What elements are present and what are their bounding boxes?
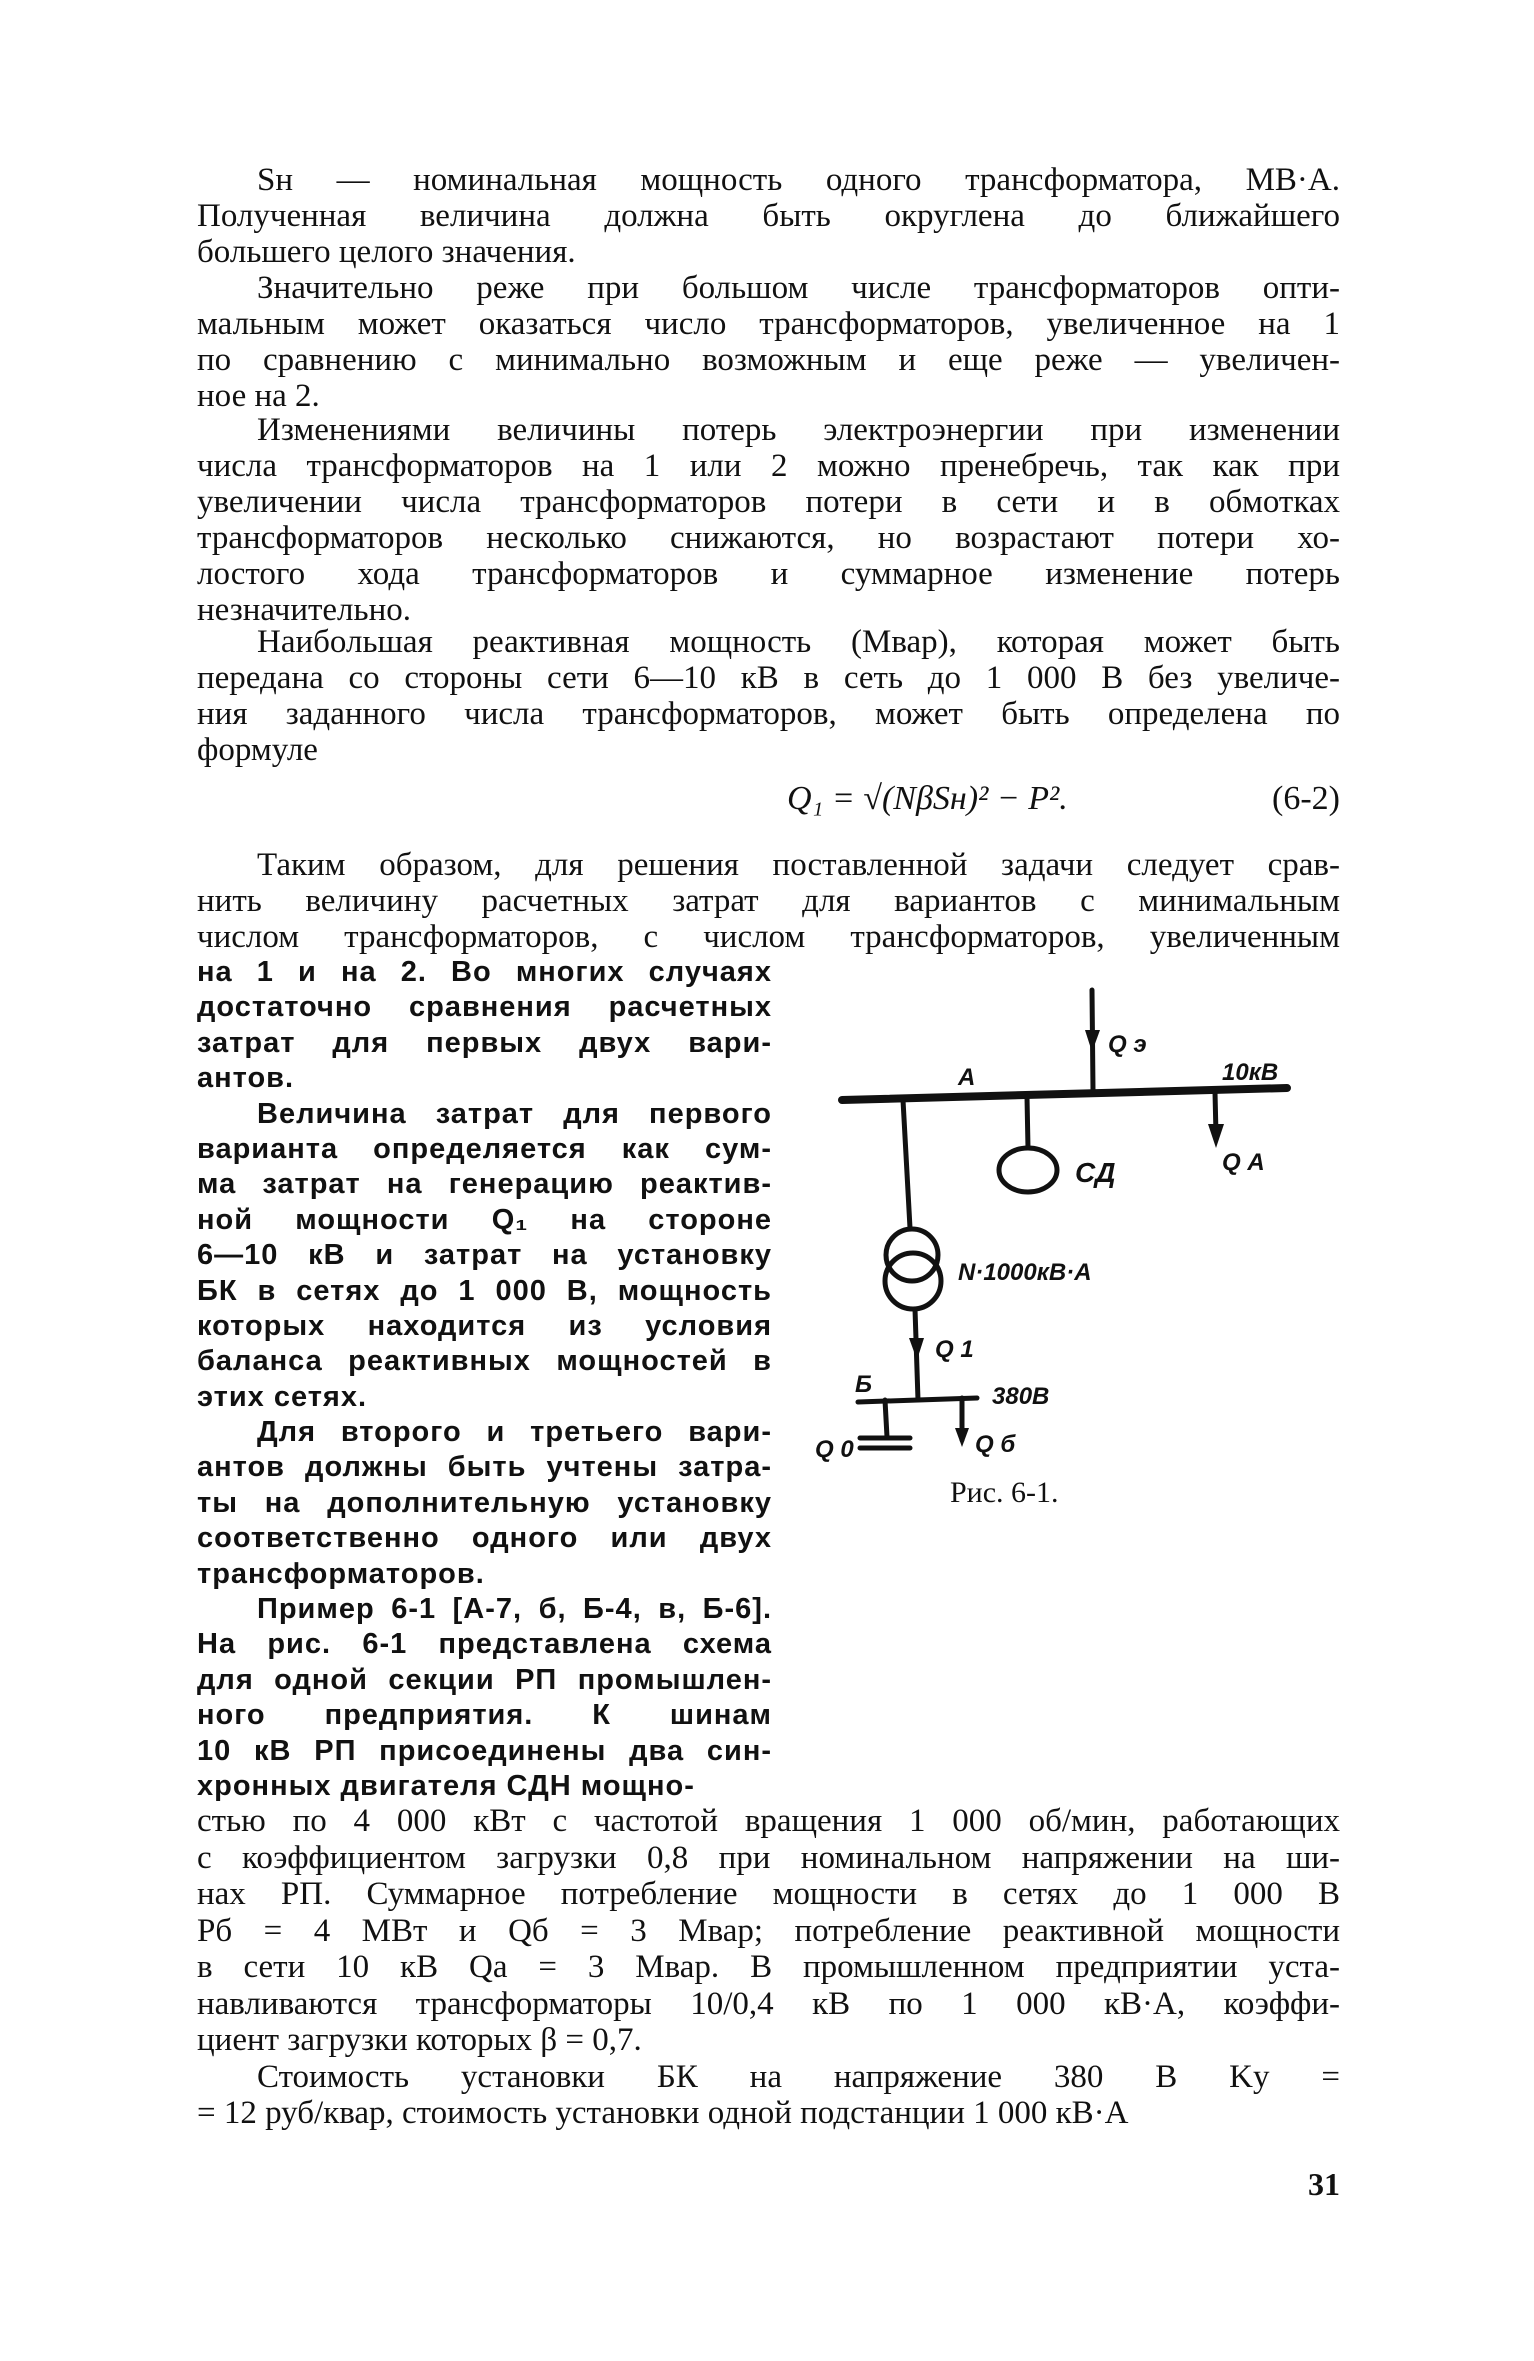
text-line: Таким образом, для решения поставленной задачи следует срав- <box>257 847 1340 883</box>
text-line: Пример 6-1 [А-7, б, Б-4, в, Б-6]. <box>257 1593 772 1626</box>
text-line: незначительно. <box>197 592 411 628</box>
text-line: большего целого значения. <box>197 234 576 270</box>
label-b: Б <box>855 1371 872 1398</box>
transformer-feeder-line <box>903 1100 910 1228</box>
text-line: варианта определяется как сум- <box>197 1132 772 1165</box>
label-10kv: 10кВ <box>1222 1059 1279 1086</box>
text-line: нить величину расчетных затрат для вариантов с минимальным <box>197 883 1340 919</box>
text-line: Стоимость установки БК на напряжение 380 В Kу = <box>257 2058 1340 2095</box>
label-q-b: Q б <box>975 1431 1016 1458</box>
text-line: достаточно сравнения расчетных <box>197 991 772 1024</box>
text-line: ного предприятия. К шинам <box>197 1699 772 1732</box>
arrow-down-icon <box>1085 1030 1100 1052</box>
text-line: На рис. 6-1 представлена схема <box>197 1628 772 1661</box>
text-line: соответственно одного или двух <box>197 1522 772 1555</box>
text-line: Sн — номинальная мощность одного трансформатора, МВ·А. <box>257 162 1340 198</box>
text-line: = 12 руб/квар, стоимость установки одной подстанции 1 000 кВ·А <box>197 2095 1129 2131</box>
text-line: Изменениями величины потерь электроэнергии при изменении <box>257 412 1340 448</box>
text-line: Величина затрат для первого <box>257 1097 772 1130</box>
text-line: ты на дополнительную установку <box>197 1486 772 1519</box>
formula-number: (6-2) <box>1272 780 1340 817</box>
text-line: ния заданного числа трансформаторов, может быть определена по <box>197 696 1340 732</box>
text-line: затрат для первых двух вари- <box>197 1026 772 1059</box>
label-q-e: Q э <box>1108 1031 1147 1058</box>
text-line: 6—10 кВ и затрат на установку <box>197 1239 772 1272</box>
figure-caption: Рис. 6-1. <box>950 1476 1059 1509</box>
arrow-down-icon <box>909 1338 924 1360</box>
text-line: передана со стороны сети 6—10 кВ в сеть до 1 000 В без увеличе- <box>197 660 1340 696</box>
text-line: нах РП. Суммарное потребление мощности в сетях до 1 000 В <box>197 1876 1340 1912</box>
text-line: ное на 2. <box>197 378 320 414</box>
text-line: для одной секции РП промышлен- <box>197 1663 772 1696</box>
label-a: А <box>958 1064 976 1091</box>
synchronous-motor-symbol <box>999 1148 1057 1192</box>
text-line: числа трансформаторов на 1 или 2 можно пренебречь, так как при <box>197 448 1340 484</box>
motor-line <box>1027 1097 1028 1148</box>
text-line: БК в сетях до 1 000 В, мощность <box>197 1274 772 1307</box>
text-line: которых находится из условия <box>197 1309 772 1342</box>
text-line: на 1 и на 2. Во многих случаях <box>197 956 772 988</box>
text-line: этих сетях. <box>197 1380 368 1413</box>
text-line: Значительно реже при большом числе трансформаторов опти- <box>257 270 1340 306</box>
formula-expression: Q₁ = √(NβSн)² − P². <box>787 780 1068 817</box>
text-line: лостого хода трансформаторов и суммарное изменение потерь <box>197 556 1340 592</box>
text-line: баланса реактивных мощностей в <box>197 1345 772 1378</box>
text-line: Pб = 4 МВт и Qб = 3 Мвар; потребление реактивной мощности <box>197 1912 1340 1949</box>
label-q1: Q 1 <box>935 1336 974 1363</box>
label-q0: Q 0 <box>815 1436 854 1463</box>
text-line: мальным может оказаться число трансформаторов, увеличенное на 1 <box>197 306 1340 342</box>
text-line: 10 кВ РП присоединены два син- <box>197 1734 772 1767</box>
text-line: трансформаторов несколько снижаются, но возрастают потери хо- <box>197 520 1340 556</box>
text-line: числом трансформаторов, с числом трансформаторов, увеличенным <box>197 919 1340 955</box>
text-line: в сети 10 кВ Qа = 3 Мвар. В промышленном предприятии уста- <box>197 1949 1340 1985</box>
text-line: с коэффициентом загрузки 0,8 при номинальном напряжении на ши- <box>197 1839 1340 1876</box>
text-line: Наибольшая реактивная мощность (Мвар), которая может быть <box>257 624 1340 660</box>
text-line: ной мощности Q₁ на стороне <box>197 1203 772 1236</box>
text-line: навливаются трансформаторы 10/0,4 кВ по 1 000 кВ·А, коэффи- <box>197 1985 1340 2022</box>
text-line: по сравнению с минимально возможным и еще реже — увеличен- <box>197 342 1340 378</box>
page-number: 31 <box>1308 2166 1340 2202</box>
label-q-a: Q А <box>1222 1149 1265 1176</box>
label-transformer: N·1000кВ·А <box>958 1259 1092 1286</box>
arrow-down-icon <box>955 1428 969 1447</box>
text-line: хронных двигателя СДН мощно- <box>197 1769 695 1802</box>
text-line: ма затрат на генерацию реактив- <box>197 1168 772 1201</box>
bus-10kv <box>842 1088 1287 1100</box>
text-line: антов. <box>197 1062 295 1095</box>
text-line: формуле <box>197 732 318 768</box>
bus-380v <box>858 1398 977 1402</box>
label-sd: СД <box>1075 1157 1116 1188</box>
text-line: циент загрузки которых β = 0,7. <box>197 2022 642 2058</box>
text-line: трансформаторов. <box>197 1557 485 1590</box>
capacitor-line <box>885 1400 887 1437</box>
text-line: Для второго и третьего вари- <box>257 1416 772 1449</box>
label-380v: 380В <box>992 1383 1050 1410</box>
text-line: увеличении числа трансформаторов потери в сети и в обмотках <box>197 484 1340 520</box>
text-line: Полученная величина должна быть округлена до ближайшего <box>197 198 1340 234</box>
arrow-down-icon <box>1208 1124 1224 1148</box>
text-line: стью по 4 000 кВт с частотой вращения 1 000 об/мин, работающих <box>197 1803 1340 1839</box>
text-line: антов должны быть учтены затра- <box>197 1451 772 1484</box>
